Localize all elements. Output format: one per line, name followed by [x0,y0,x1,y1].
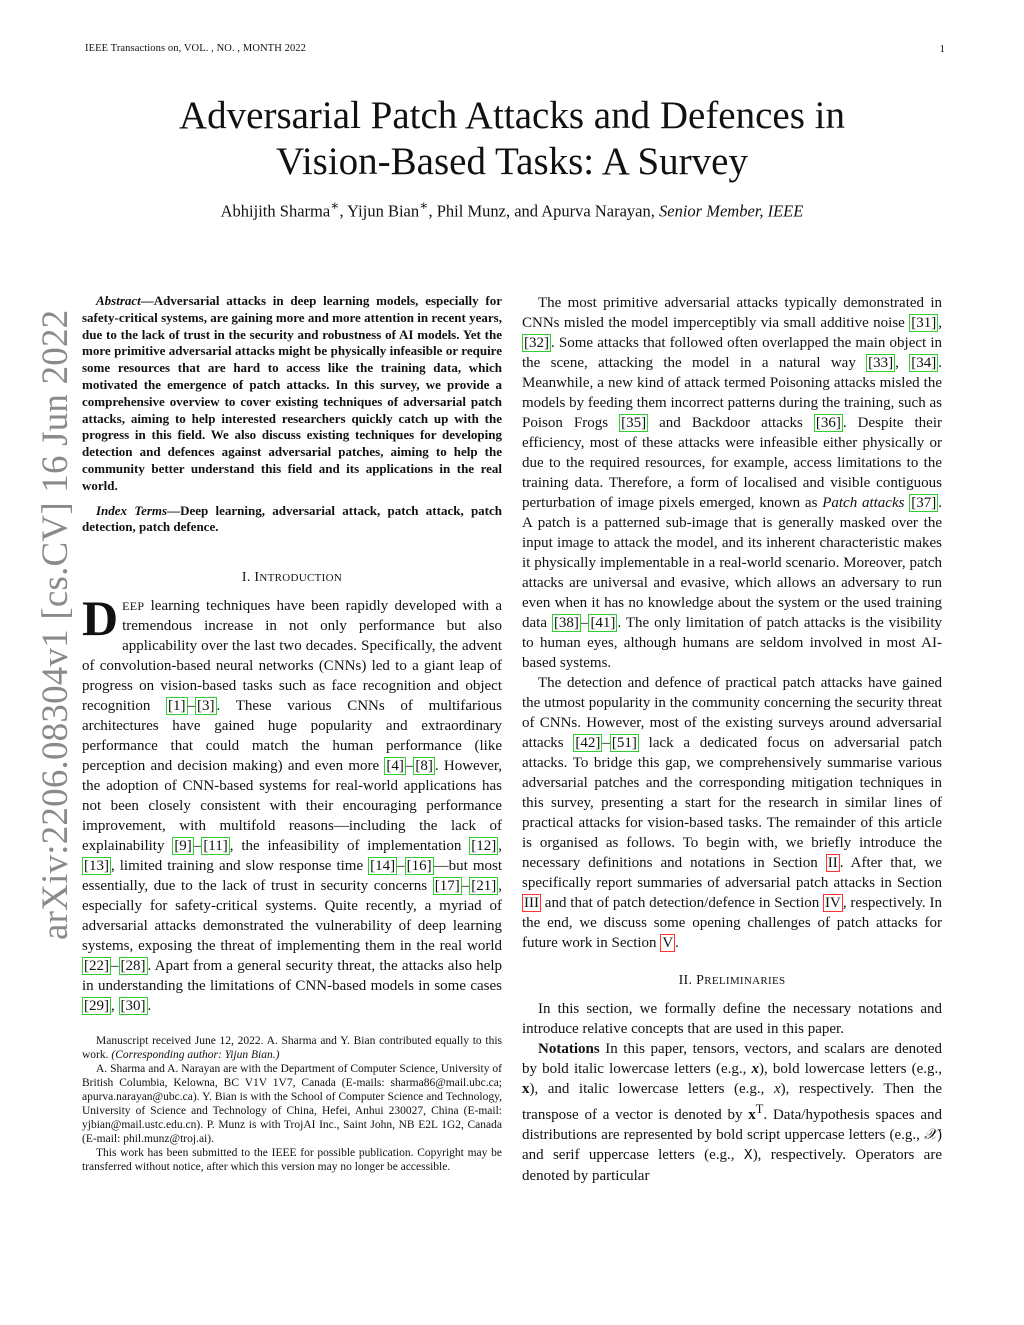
section-reference-link[interactable]: II [827,855,838,871]
body-paragraph: The most primitive adversarial attacks typically demonstrated in CNNs misled the model imperceptibly via small additive noise [31] , [32] . Some attacks that followed often overlapped the main object in the scene, attacking the model in a natural way [33] , [34] . Meanwhile, a new kind of attack termed Poisoning attacks misled the models by feeding them incorrect patterns during the training, such as Poison Frogs [35] and Backdoor attacks [36] . Despite their efficiency, most of these attacks were infeasible either physically or due to the required resources, for example, access limitations to the training data. Therefore, a form of localised and visible contiguous perturbation of image pixels emerged, known as Patch attacks [37] . A patch is a patterned sub-image that is generally masked over the input image to attack the model, and its inherent characteristic makes it physically implementable in a real-world scenario. Moreover, patch attacks are universal and evasive, which allows an adversary to run even when it has no knowledge about the system or the used training data [38] – [41] . The only limitation of patch attacks is the visibility to human eyes, although humans are seldom involved in most AI-based systems. [522,295,943,671]
right-column [522,293,942,1186]
citation-link[interactable]: [11] [203,838,228,855]
author-name: Yijun Bian [347,201,420,221]
citation-link[interactable]: [8] [415,758,433,775]
citation-link[interactable]: [51] [611,735,637,751]
citation-link[interactable]: [17] [434,878,460,895]
index-terms-label: Index Terms [96,502,168,518]
author-list: Abhijith Sharma∗, Yijun Bian∗, Phil Munz, and Apurva Narayan, Senior Member, IEEE [220,198,804,221]
citation-link[interactable]: [35] [621,415,647,431]
math-symbol: x [751,1061,760,1077]
citation-link[interactable]: [14] [370,858,396,875]
introduction-paragraph: DEEP learning techniques have been rapidly developed with a tremendous increase in not only performance but also applicability over the last two decades. Specifically, the advent of convolution-based neural networks (CNNs) led to a giant leap of progress on vision-based tasks such as face recognition and object recognition [1] – [3] . These various CNNs of multifarious architectures have gained huge popularity and extraordinary performance that could match the human performance (like perception and decision making) and even more [4] – [8] . However, the adoption of CNN-based systems for real-world applications has not been closely consistent with their encouraging performance improvement, with multifold reasons—including the lack of explainability [9] – [11] , the infeasibility of implementation [12] , [13] , limited training and slow response time [14] – [16] —but most essentially, due to the lack of trust in security concerns [17] – [21] , especially for safety-critical systems. Quite recently, a myriad of adversarial attacks demonstrated the vulnerability of deep learning systems, exposing the threat of implementing them in the real world [22] – [28] . Apart from a general security threat, the attacks also help in understanding the limitations of CNN-based models in some cases [29] , [30] . [82,590,503,1015]
footnotes [82,1034,502,1174]
notations-paragraph: Notations In this paper, tensors, vectors, and scalars are denoted by bold italic lowercase letters (e.g., x), bold lowercase letters (e.g., x), and italic lowercase letters (e.g., x), respectively. Then the transpose of a vector is denoted by $x^T$. Data/hypothesis spaces and distributions are represented by bold script uppercase letters (e.g., 𝒳) and serif uppercase letters (e.g., X), respectively. Operators are denoted by particular [522,1041,943,1184]
citation-link[interactable]: [1] [168,698,186,715]
abstract-label: Abstract [96,293,141,308]
author-membership: Senior Member, IEEE [659,201,804,221]
citation-link[interactable]: [36] [815,415,841,431]
citation-link[interactable]: [38] [553,615,579,631]
notations-label: Notations [538,1041,600,1057]
abstract-text: Adversarial attacks in deep learning models, especially for safety-critical systems, are gaining more and more attention in recent years, due to the lack of trust in the security and robustness of AI models. Yet the more primitive adversarial attacks might be physically infeasible or require some resources that are hard to access like the training data, which motivated the emergence of patch attacks. In this survey, we provide a comprehensive overview to cover existing techniques of adversarial patch attacks, aiming to help interested researchers quickly catch up with the progress in this field. We also discuss existing techniques for developing detection and defences against adversarial patches, aiming to help the community better understand this field and its applications in the real world. [82,293,502,493]
section-reference-link[interactable]: V [662,935,674,951]
section-reference-link[interactable]: IV [825,895,841,911]
citation-link[interactable]: [37] [911,495,937,511]
citation-link[interactable]: [3] [197,698,215,715]
section-heading-introduction: I. INTRODUCTION [241,570,343,586]
citation-link[interactable]: [21] [471,878,497,895]
citation-link[interactable]: [42] [575,735,601,751]
body-paragraph: The detection and defence of practical patch attacks have gained the utmost popularity in the community concerning the security threat of CNNs. However, most of the existing surveys around adversarial attacks [42] – [51] lack a dedicated focus on adversarial patch attacks. To bridge this gap, we comprehensively summarise various adversarial patches and the corresponding mitigation techniques in this survey, presenting a start for the research in similar lines of practical attacks for vision-based tasks. The remainder of this article is organised as follows. To begin with, we briefly introduce the necessary definitions and notations in Section II . After that, we specifically report summaries of adversarial patch attacks in Section III and that of patch detection/defence in Section IV , respectively. In the end, we discuss some opening challenges of patch attacks for future work in Section V . [522,675,943,951]
citation-link[interactable]: [30] [120,998,146,1015]
citation-link[interactable]: [34] [911,355,937,371]
title-line-2: Vision-Based Tasks: A Survey [276,140,748,183]
index-terms-text: Deep learning, adversarial attack, patch attack, patch detection, patch defence. [82,502,503,535]
citation-link[interactable]: [4] [386,758,404,775]
citation-link[interactable]: [22] [84,958,109,975]
left-column [82,293,502,1174]
journal-header: IEEE Transactions on, VOL. , NO. , MONTH 2022 [85,43,307,54]
citation-link[interactable]: [16] [406,858,432,875]
page-number: 1 [939,43,945,55]
footnote-affiliations: A. Sharma and A. Narayan are with the Department of Computer Science, University of British Columbia, Kelowna, BC V1V 1V7, Canada (E-mails: sharma86@mail.ubc.ca; apurva.narayan@ubc.ca). Y. Bian is with the School of Computer Science and Technology, University of Science and Technology of China, Hefei, Anhui 230027, China (E-mail: yjbian@mail.ustc.edu.cn). P. Munz is with TrojAI Inc., Saint John, NB E2L 1G2, Canada (E-mail: phil.munz@troj.ai). [82,1063,502,1146]
arxiv-identifier[interactable]: arXiv:2206.08304v1 [cs.CV] 16 Jun 2022 [35,309,76,940]
abstract: Abstract—Adversarial attacks in deep learning models, especially for safety-critical systems, are gaining more and more attention in recent years, due to the lack of trust in the security and robustness of AI models. Yet the more primitive adversarial attacks might be physically infeasible or require some resources that are hard to access like the training data, which motivated the emergence of patch attacks. In this survey, we provide a comprehensive overview to cover existing techniques of adversarial patch attacks, aiming to help interested researchers quickly catch up with the progress in this field. We also discuss existing techniques for developing detection and defences against adversarial patches, aiming to help the community better understand this field and its applications in the real world. [82,293,502,493]
math-symbol: x [522,1081,530,1097]
citation-link[interactable]: [31] [911,315,937,331]
drop-cap: D [82,590,119,647]
citation-link[interactable]: [29] [84,998,109,1015]
equal-contribution-mark: ∗ [330,198,340,213]
citation-link[interactable]: [41] [590,615,616,631]
citation-link[interactable]: [32] [524,335,549,351]
section-heading-preliminaries: II. PRELIMINARIES [678,973,786,988]
citation-link[interactable]: [33] [868,355,894,371]
paper-title [100,93,924,185]
equal-contribution-mark: ∗ [419,198,429,213]
math-superscript: T [755,1102,764,1116]
math-symbol: x [773,1081,781,1097]
math-symbol: X [743,1148,753,1163]
math-symbol: 𝒳 [924,1127,937,1143]
citation-link[interactable]: [13] [84,858,109,875]
section-reference-link[interactable]: III [524,895,539,911]
body-paragraph: In this section, we formally define the necessary notations and introduce relative concepts that are used in this paper. [522,1001,942,1037]
index-terms: Index Terms—Deep learning, adversarial attack, patch attack, patch detection, patch defence. [82,502,503,535]
title-line-1: Adversarial Patch Attacks and Defences in [178,94,845,137]
citation-link[interactable]: [28] [120,958,146,975]
footnote-manuscript: Manuscript received June 12, 2022. A. Sharma and Y. Bian contributed equally to this work. (Corresponding author: Yijun Bian.) [82,1035,502,1062]
math-symbol: x [748,1107,756,1123]
author-name: Abhijith Sharma [220,201,331,221]
citation-link[interactable]: [9] [174,838,192,855]
citation-link[interactable]: [12] [471,838,497,855]
running-head [85,43,945,59]
footnote-copyright: This work has been submitted to the IEEE for possible publication. Copyright may be transferred without notice, after which this version may no longer be accessible. [82,1147,502,1174]
